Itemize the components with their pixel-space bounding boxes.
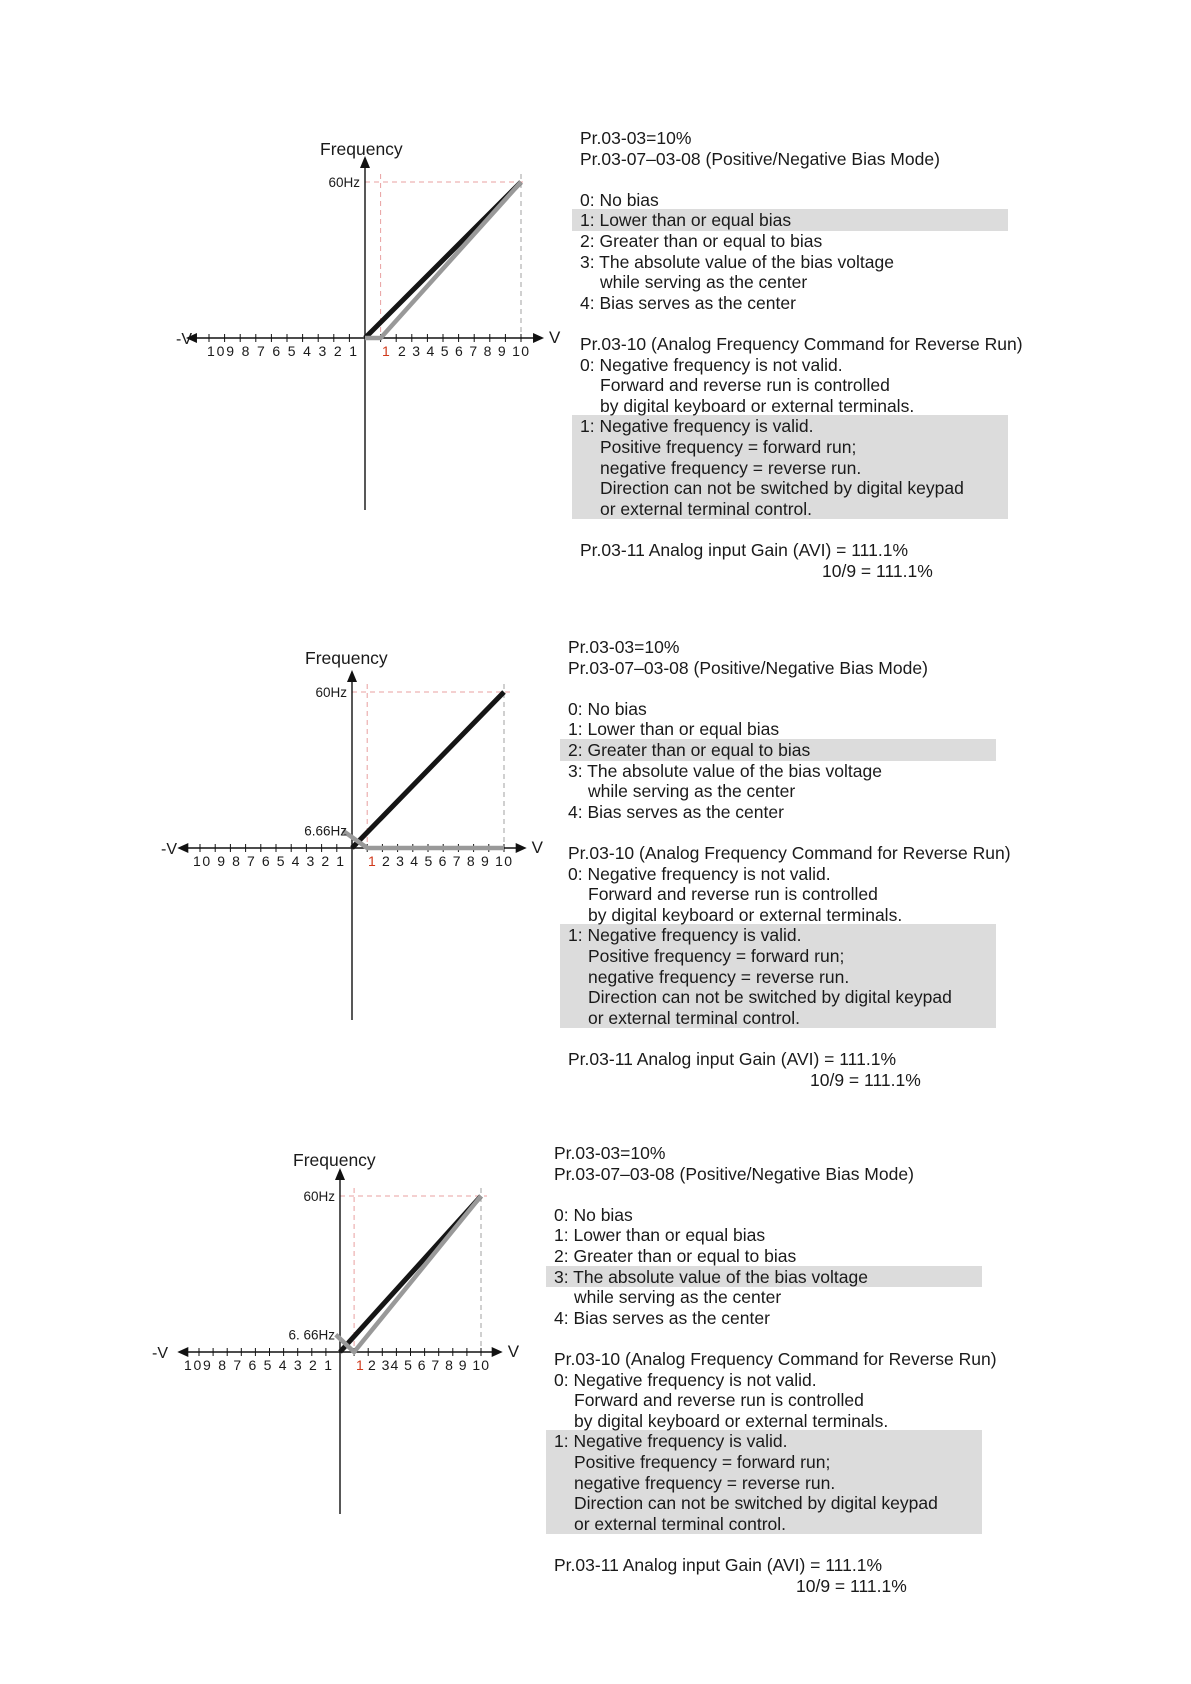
y-tick-label-60hz: 60Hz [328,175,360,190]
reverse-option-2: by digital keyboard or external terminals. [600,395,915,416]
chart-svg [0,0,560,1540]
bias-option-0: 0: No bias [554,1204,633,1225]
pr-03-10-title: Pr.03-10 (Analog Frequency Command for Reverse Run) [580,334,1023,354]
bias-option-5: 4: Bias serves as the center [568,801,784,822]
x-axis-right-arrow-icon [492,1347,503,1357]
bias-option-3: 3: The absolute value of the bias voltage [580,251,894,272]
gain-formula: 10/9 = 111.1% [822,560,933,581]
pr-03-10-title: Pr.03-10 (Analog Frequency Command for Reverse Run) [568,843,1011,863]
x-axis-left-arrow-icon [177,1347,188,1357]
frequency-chart [0,0,560,1373]
reverse-option-7: or external terminal control. [574,1513,787,1534]
reverse-option-6: Direction can not be switched by digital keypad [588,987,952,1008]
reverse-option-6: Direction can not be switched by digital keypad [574,1493,938,1514]
bias-option-4: while serving as the center [574,1287,782,1308]
bias-option-0: 0: No bias [580,189,659,210]
pr-03-03-value: Pr.03-03=10% [568,637,680,657]
bias-option-3: 3: The absolute value of the bias voltage [568,760,882,781]
pr-03-11-gain: Pr.03-11 Analog input Gain (AVI) = 111.1% [568,1049,897,1069]
tick-label-one: 1 [382,343,390,359]
pr-03-10-title: Pr.03-10 (Analog Frequency Command for Reverse Run) [554,1349,997,1369]
reverse-option-0: 0: Negative frequency is not valid. [568,863,831,884]
pos-tick-labels: 2 3 4 5 6 7 8 9 10 [382,853,512,869]
x-axis-label: V [531,838,544,857]
pr-03-11-gain: Pr.03-11 Analog input Gain (AVI) = 111.1% [554,1555,883,1575]
neg-x-axis-label: -V [152,1345,168,1362]
pr-03-07-title: Pr.03-07–03-08 (Positive/Negative Bias Mode) [554,1163,914,1184]
neg-x-axis-label: -V [176,331,192,348]
pr-03-11-gain: Pr.03-11 Analog input Gain (AVI) = 111.1% [580,540,909,560]
reverse-option-5: negative frequency = reverse run. [574,1472,836,1493]
neg-tick-labels: 10 9 8 7 6 5 4 3 2 1 [193,853,344,869]
bias-option-5: 4: Bias serves as the center [580,292,796,313]
bias-option-1: 1: Lower than or equal bias [554,1225,766,1246]
pr-03-07-title: Pr.03-07–03-08 (Positive/Negative Bias Mode) [580,148,940,169]
y-tick-label-60hz: 60Hz [315,685,347,700]
y-tick-label-6-66hz: 6. 66Hz [288,1327,335,1343]
y-tick-label-60hz: 60Hz [303,1189,335,1204]
y-tick-label-6-66hz: 6.66Hz [304,823,347,839]
gain-formula: 10/9 = 111.1% [796,1575,907,1596]
reverse-option-3: 1: Negative frequency is valid. [568,925,802,946]
bias-option-1: 1: Lower than or equal bias [568,719,780,740]
y-axis-label: Frequency [320,139,403,159]
tick-label-one: 1 [368,853,376,869]
reverse-option-6: Direction can not be switched by digital keypad [600,478,964,499]
reverse-option-0: 0: Negative frequency is not valid. [554,1369,817,1390]
x-axis-label: V [549,328,561,347]
neg-tick-labels: 109 8 7 6 5 4 3 2 1 [184,1357,332,1373]
bias-option-4: while serving as the center [600,272,808,293]
reverse-option-1: Forward and reverse run is controlled [574,1390,864,1411]
bias-option-0: 0: No bias [568,698,647,719]
reverse-option-4: Positive frequency = forward run; [574,1452,831,1472]
pos-tick-labels: 2 34 5 6 7 8 9 10 [368,1357,489,1373]
reverse-option-1: Forward and reverse run is controlled [600,375,890,396]
bias-option-1: 1: Lower than or equal bias [580,210,792,231]
reverse-option-3: 1: Negative frequency is valid. [580,416,814,437]
pos-tick-labels: 2 3 4 5 6 7 8 9 10 [398,343,529,359]
gain-formula: 10/9 = 111.1% [810,1069,921,1090]
neg-x-axis-label: -V [161,841,177,858]
reverse-option-4: Positive frequency = forward run; [600,437,857,457]
bias-option-2: 2: Greater than or equal to bias [568,740,811,760]
bias-option-4: while serving as the center [588,781,796,802]
y-axis-label: Frequency [305,648,388,668]
bias-option-2: 2: Greater than or equal to bias [580,231,823,251]
reverse-option-3: 1: Negative frequency is valid. [554,1431,788,1452]
y-axis-label: Frequency [293,1150,376,1170]
bias-option-5: 4: Bias serves as the center [554,1307,770,1328]
reverse-option-7: or external terminal control. [588,1007,801,1028]
reverse-option-5: negative frequency = reverse run. [588,966,850,987]
bias-option-3: 3: The absolute value of the bias voltage [554,1266,868,1287]
pr-03-03-value: Pr.03-03=10% [580,128,692,148]
neg-tick-labels: 109 8 7 6 5 4 3 2 1 [207,343,357,359]
pr-03-07-title: Pr.03-07–03-08 (Positive/Negative Bias Mode) [568,657,928,678]
reverse-option-2: by digital keyboard or external terminals. [574,1410,889,1431]
tick-label-one: 1 [356,1357,364,1373]
reverse-option-5: negative frequency = reverse run. [600,457,862,478]
x-axis-label: V [507,1342,520,1361]
parameter-text [568,637,1191,1117]
pr-03-03-value: Pr.03-03=10% [554,1143,666,1163]
reverse-option-7: or external terminal control. [600,498,813,519]
reverse-option-0: 0: Negative frequency is not valid. [580,354,843,375]
reverse-option-2: by digital keyboard or external terminals. [588,904,903,925]
reverse-option-1: Forward and reverse run is controlled [588,884,878,905]
bias-option-2: 2: Greater than or equal to bias [554,1246,797,1266]
reverse-option-4: Positive frequency = forward run; [588,946,845,966]
parameter-text [554,1143,1191,1623]
